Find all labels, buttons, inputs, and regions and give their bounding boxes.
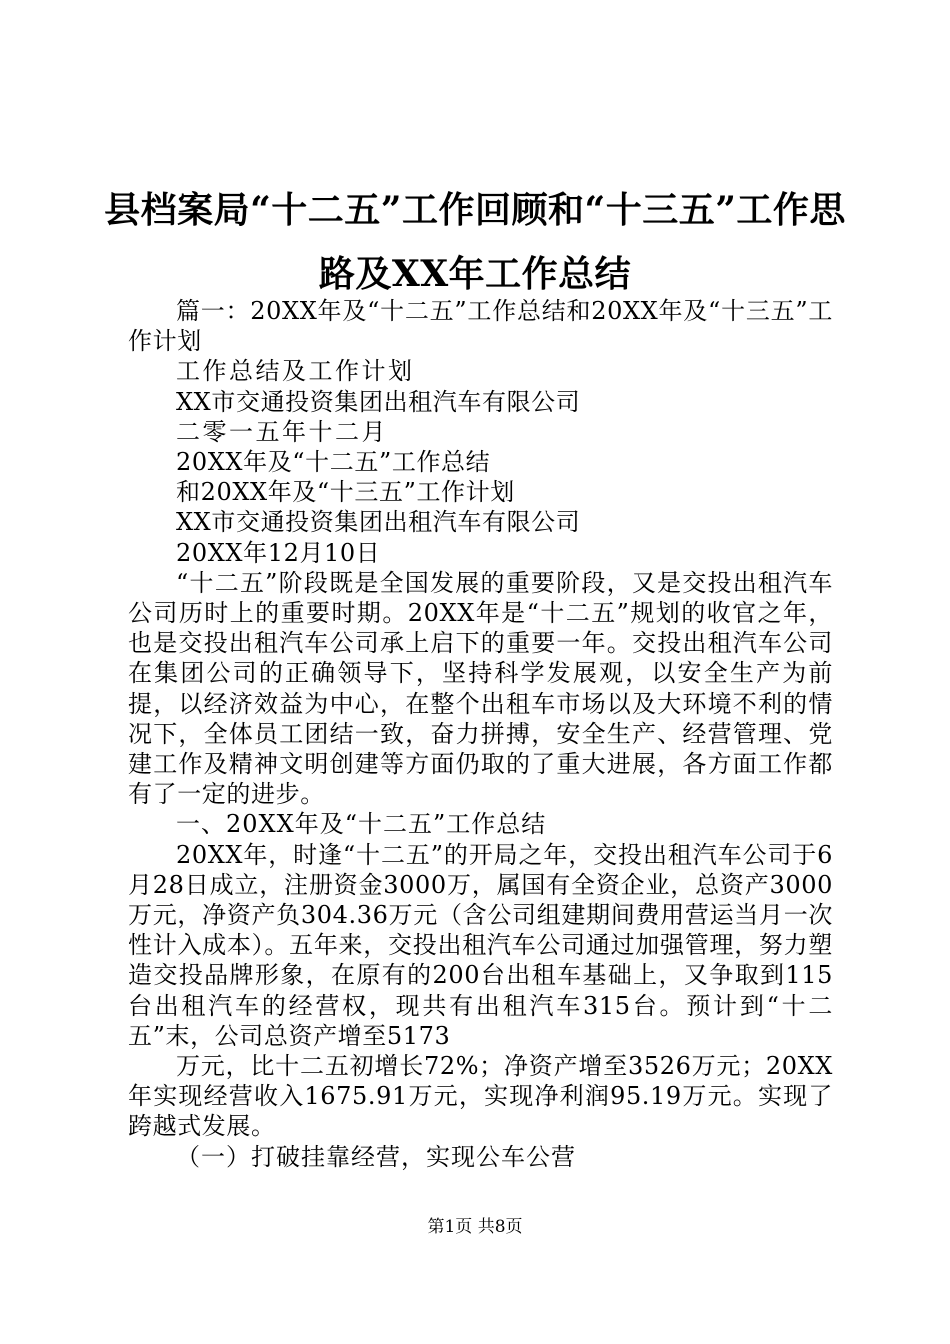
paragraph-date-chinese: 二零一五年十二月 [176,417,388,446]
paragraph-subheading-one: （一）打破挂靠经营，实现公车公营 [176,1142,576,1171]
paragraph-date: 20XX年12月10日 [176,538,381,567]
paragraph-overview: 20XX年，时逢“十二五”的开局之年，交投出租汽车公司于6月28日成立，注册资金3000万，属国有全资企业，总资产3000万元，净资产负304.36万元（含公司组建期间费用营运当月一次性计入成本）。五年来，交投出租汽车公司通过加强管理，努力塑造交投品牌形象，在原有的200台出租车基础上，又争取到115台出租汽车的经营权，现共有出租汽车315台。预计到“十二五”末，公司总资产增至5173 [128,840,833,1050]
paragraph-introduction: “十二五”阶段既是全国发展的重要阶段，又是交投出租汽车公司历时上的重要时期。20XX年是“十二五”规划的收官之年，也是交投出租汽车公司承上启下的重要一年。交投出租汽车公司在集团公司的正确领导下，坚持科学发展观，以安全生产为前提，以经济效益为中心，在整个出租车市场以及大环境不利的情况下，全体员工团结一致，奋力拼搏，安全生产、经营管理、党建工作及精神文明创建等方面仍取的了重大进展，各方面工作都有了一定的进步。 [128,568,833,809]
paragraph-company-name: XX市交通投资集团出租汽车有限公司 [176,387,581,416]
paragraph-section-heading: 篇一：20XX年及“十二五”工作总结和20XX年及“十三五”工作计划 [128,297,833,356]
document-title: 县档案局“十二五”工作回顾和“十三五”工作思路及XX年工作总结 [104,189,846,295]
paragraph-subtitle: 工作总结及工作计划 [176,357,415,386]
paragraph-company-name-2: XX市交通投资集团出租汽车有限公司 [176,508,581,537]
paragraph-summary-title: 20XX年及“十二五”工作总结 [176,448,491,477]
page-number: 第1页 共8页 [427,1217,523,1237]
document-body [128,296,833,1172]
paragraph-plan-title: 和20XX年及“十三五”工作计划 [176,478,515,507]
paragraph-heading-one: 一、20XX年及“十二五”工作总结 [176,810,547,839]
paragraph-results: 万元，比十二五初增长72%；净资产增至3526万元；20XX年实现经营收入1675.91万元，实现净利润95.19万元。实现了跨越式发展。 [128,1052,833,1141]
